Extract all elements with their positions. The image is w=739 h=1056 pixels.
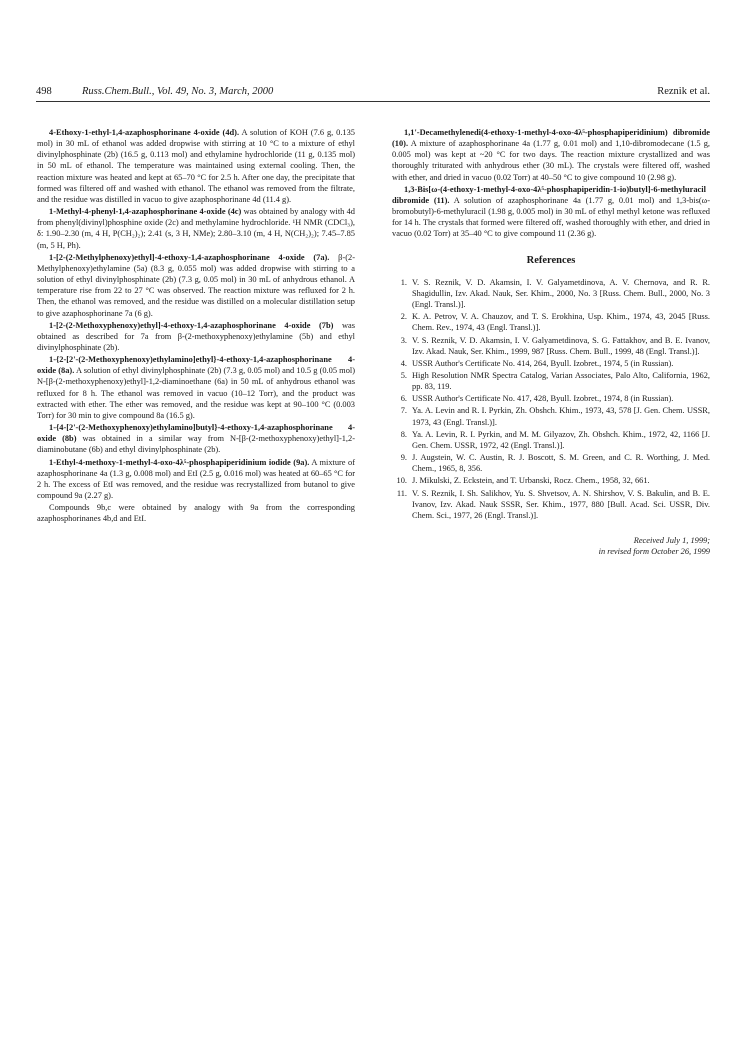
received-dates [392, 535, 710, 557]
reference-item: 3. V. S. Reznik, V. D. Akamsin, I. V. Galyametdinova, S. G. Fattakhov, and B. E. Ivanov, Izv. Akad. Nauk, Ser. Khim., 1999, 987 [Russ. Chem. Bull., 1999, 48 (Engl. Transl.)]. [400, 335, 710, 356]
paragraph: 1,1'-Decamethylenedi(4-ethoxy-1-methyl-4-oxo-4λ⁵-phosphapiperidinium) dibromide (10). A mixture of azaphosphorinane 4a (1.77 g, 0.01 mol) and 1,10-dibromodecane (1.5 g, 0.005 mol) was kept at ~20 °C for two days. The reaction mixture crystallized and was thoroughly triturated with anhydrous ether (30 mL). The crystals were filtered off, washed with ether, and dried in vacuo (0.02 Torr) at 40–50 °C to give compound 10 (2.98 g). [392, 128, 710, 182]
paragraph: 1-[2-(2-Methoxyphenoxy)ethyl]-4-ethoxy-1,4-azaphosphorinane 4-oxide (7b) was obtained as described for 7a from β-(2-methoxyphenoxy)ethylamine (5b) and ethyl divinylphosphinate (2b). [37, 320, 355, 352]
reference-item: 1. V. S. Reznik, V. D. Akamsin, I. V. Galyametdinova, A. V. Chernova, and R. R. Shagidullin, Izv. Akad. Nauk, Ser. Khim., 2000, No. 3 [Russ. Chem. Bull., 2000, No. 3 (Engl. Transl.)]. [400, 277, 710, 310]
reference-item: 8. Ya. A. Levin, R. I. Pyrkin, and M. M. Gilyazov, Zh. Obshch. Khim., 1972, 42, 1166 [J. Gen. Chem. USSR, 1972, 42 (Engl. Transl.)]. [400, 429, 710, 450]
header-rule [36, 101, 710, 102]
paragraph: Compounds 9b,c were obtained by analogy with 9a from the corresponding azaphosphorinanes 4b,d and EtI. [37, 503, 355, 524]
paragraph: 1-{4-[2'-(2-Methoxyphenoxy)ethylamino]butyl}-4-ethoxy-1,4-azaphosphorinane 4-oxide (8b) was obtained in a similar way from N-[β-(2-methoxyphenoxy)ethyl]-1,2-diaminobutane (6b) and ethyl divinylphosphinate (2b). [37, 423, 355, 455]
paragraph: 1-[2-(2-Methylphenoxy)ethyl]-4-ethoxy-1,4-azaphosphorinane 4-oxide (7a). β-(2-Methylphenoxy)ethylamine (5a) (8.3 g, 0.055 mol) was added dropwise with stirring to a solution of ethyl divinylphosphinate (2b) (7.3 g, 0.05 mol) in 30 mL of anhydrous ethanol. A temperature rise from 22 to 27 °C was observed. The reaction mixture was refluxed for 2 h. Then, the ethanol was removed, and the residue was distilled on a molecular distillation setup to give azaphosphorinane 7a (6 g). [37, 252, 355, 318]
reference-item: 6. USSR Author's Certificate No. 417, 428, Byull. Izobret., 1974, 8 (in Russian). [400, 394, 674, 404]
running-authors: Reznik et al. [657, 86, 710, 97]
reference-list [392, 277, 710, 521]
reference-item: 9. J. Augstein, W. C. Austin, R. J. Boscott, S. M. Green, and C. R. Worthing, J. Med. Chem., 1965, 8, 356. [400, 453, 710, 474]
page-number: 498 [36, 86, 52, 97]
paragraph: 1-Ethyl-4-methoxy-1-methyl-4-oxo-4λ⁵-phosphapiperidinium iodide (9a). A mixture of azaphosphorinane 4a (1.3 g, 0.008 mol) and EtI (2.5 g, 0.016 mol) was heated at 60–65 °C for 2 h. The excess of EtI was removed, and the residue was recrystallized from butanol to give compound 9a (2.27 g). [37, 457, 356, 500]
paragraph: 1-{2-[2'-(2-Methoxyphenoxy)ethylamino]ethyl}-4-ethoxy-1,4-azaphosphorinane 4-oxide (8a). A solution of ethyl divinylphosphinate (2b) (7.3 g, 0.05 mol) and 10.5 g (0.05 mol) N-[β-(2-methoxyphenoxy)ethyl]-1,2-diaminoethane (6a) in 50 mL of anhydrous ethanol was refluxed for 8 h. The ethanol was removed in vacuo (10–12 Torr), and the product was extracted with ether. The ether was removed, and the residue was kept at 90–100 °C (0.003 Torr) for 30 min to give compound 8a (16.5 g). [37, 355, 356, 420]
paragraph: 4-Ethoxy-1-ethyl-1,4-azaphosphorinane 4-oxide (4d). A solution of KOH (7.6 g, 0.135 mol) in 30 mL of ethanol was added dropwise with stirring at 10 °C to a mixture of ethyl divinylphosphinate (2b) (16.5 g, 0.113 mol) and ethylamine hydrochloride (11 g, 0.135 mol) in 50 mL of ethanol. The temperature was maintained using external cooling. Then, the reaction mixture was heated and kept at 65–70 °C for 2.5 h. After one day, the precipitate that formed was filtered off and washed with ethanol. The ethanol was removed from the filtrate, and the residue was distilled in vacuo to give azaphosphorinane 4d (11.4 g). [37, 128, 355, 204]
references-heading: References [526, 254, 576, 266]
paragraph: 1,3-Bis[ω-(4-ethoxy-1-methyl-4-oxo-4λ⁵-phosphapiperidin-1-io)butyl]-6-methyluracil dibromide (11). A solution of azaphosphorinane 4a (1.77 g, 0.01 mol) and 1,3-bis(ω-bromobutyl)-6-methyluracil (1.98 g, 0.005 mol) in 30 mL of ethyl methyl ketone was refluxed for 14 h. The crystals that formed were filtered off, washed thoroughly with ether, and dried in vacuo (0.02 Torr) at 35–40 °C to give compound 11 (2.36 g). [392, 184, 710, 239]
reference-item: 4. USSR Author's Certificate No. 414, 264, Byull. Izobret., 1974, 5 (in Russian). [400, 358, 674, 368]
reference-item: 10. J. Mikulski, Z. Eckstein, and T. Urbanski, Rocz. Chem., 1958, 32, 661. [396, 476, 650, 486]
revised-date: in revised form October 26, 1999 [598, 547, 710, 556]
paragraph: 1-Methyl-4-phenyl-1,4-azaphosphorinane 4-oxide (4c) was obtained by analogy with 4d from phenyl(divinyl)phosphine oxide (2c) and methylamine hydrochloride. ¹H NMR (CDCl₃), δ: 1.90–2.30 (m, 4 H, P(CH₂)₂); 2.41 (s, 3 H, NMe); 2.80–3.10 (m, 4 H, N(CH₂)₂); 7.45–7.85 (m, 5 H, Ph). [37, 207, 355, 250]
right-column [392, 127, 710, 557]
reference-item: 11. V. S. Reznik, I. Sh. Salikhov, Yu. S. Shvetsov, A. N. Shirshov, V. S. Bakulin, and B. E. Ivanov, Izv. Akad. Nauk SSSR, Ser. Khim., 1977, 880 [Bull. Acad. Sci. USSR, Div. Chem. Sci., 1977, 26 (Engl. Transl.)]. [396, 488, 710, 520]
reference-item: 5. High Resolution NMR Spectra Catalog, Varian Associates, Palo Alto, California, 1962, pp. 83, 119. [400, 370, 710, 392]
reference-item: 7. Ya. A. Levin and R. I. Pyrkin, Zh. Obshch. Khim., 1973, 43, 578 [J. Gen. Chem. USSR, 1973, 43 (Engl. Transl.)]. [400, 406, 710, 427]
journal-citation: Russ.Chem.Bull., Vol. 49, No. 3, March, 2000 [82, 86, 274, 97]
received-date: Received July 1, 1999; [633, 536, 710, 545]
left-column [37, 127, 355, 525]
running-header [36, 86, 710, 104]
reference-item: 2. K. A. Petrov, V. A. Chauzov, and T. S. Erokhina, Usp. Khim., 1974, 43, 2045 [Russ. Chem. Rev., 1974, 43 (Engl. Transl.)]. [400, 312, 710, 333]
